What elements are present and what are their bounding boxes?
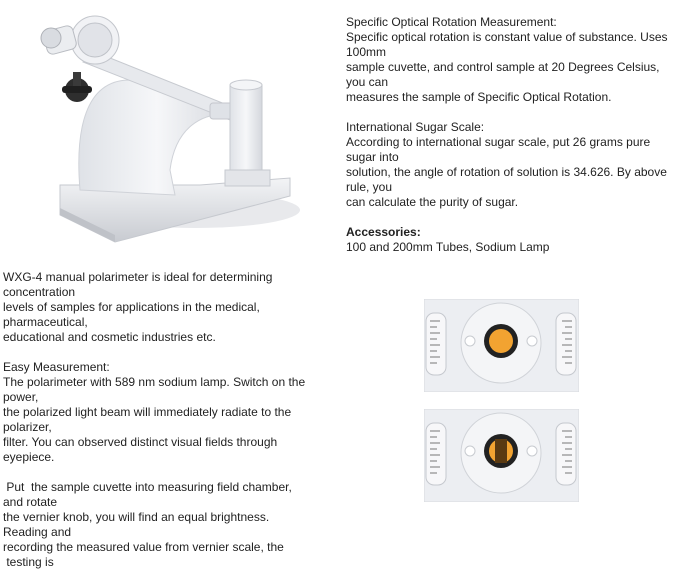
easy-measurement-line: eyepiece. <box>3 450 55 464</box>
procedure-line: recording the measured value from vernier scale, the <box>3 540 284 554</box>
easy-measurement-line: the polarized light beam will immediately radiate to the <box>3 405 292 419</box>
optical-rotation-line: 100mm <box>346 45 387 59</box>
easy-measurement-heading: Easy Measurement: <box>3 360 110 374</box>
vernier-scale-left <box>426 313 446 375</box>
visual-field-image-uniform <box>424 299 579 392</box>
sugar-scale-line: According to international sugar scale, put 26 grams pure <box>346 135 651 149</box>
optical-rotation-section <box>346 15 686 105</box>
polarimeter-image <box>35 10 305 245</box>
vernier-scale-right <box>556 313 576 375</box>
procedure-line: Reading and <box>3 525 72 539</box>
easy-measurement-line: power, <box>3 390 39 404</box>
sugar-scale-line: can calculate the purity of sugar. <box>346 195 519 209</box>
intro-line: pharmaceutical, <box>3 315 88 329</box>
lamp-field-uniform <box>489 329 513 353</box>
sugar-scale-section <box>346 120 686 210</box>
procedure-paragraph <box>3 480 323 570</box>
accessories-section <box>346 225 686 255</box>
sugar-scale-heading: International Sugar Scale: <box>346 120 485 134</box>
optical-rotation-line: Specific optical rotation is constant value of substance. Uses <box>346 30 668 44</box>
split-field-band <box>495 439 507 463</box>
vernier-scale-right <box>556 423 576 485</box>
accessories-line: 100 and 200mm Tubes, Sodium Lamp <box>346 240 550 254</box>
left-text-block <box>3 270 323 570</box>
vernier-scale-left <box>426 423 446 485</box>
visual-field-image-split <box>424 409 579 502</box>
intro-line: concentration <box>3 285 76 299</box>
intro-line: levels of samples for applications in the medical, <box>3 300 260 314</box>
sugar-scale-line: solution, the angle of rotation of solution is 34.626. By above <box>346 165 667 179</box>
sugar-scale-line: rule, you <box>346 180 393 194</box>
procedure-line: Put the sample cuvette into measuring field chamber, <box>3 480 292 494</box>
easy-measurement-section <box>3 360 323 465</box>
optical-rotation-line: measures the sample of Specific Optical Rotation. <box>346 90 612 104</box>
sugar-scale-line: sugar into <box>346 150 399 164</box>
procedure-line: the vernier knob, you will find an equal brightness. <box>3 510 270 524</box>
easy-measurement-line: The polarimeter with 589 nm sodium lamp. Switch on the <box>3 375 306 389</box>
intro-paragraph <box>3 270 323 345</box>
intro-line: educational and cosmetic industries etc. <box>3 330 216 344</box>
intro-line: WXG-4 manual polarimeter is ideal for determining <box>3 270 273 284</box>
accessories-heading: Accessories: <box>346 225 421 239</box>
optical-rotation-line: sample cuvette, and control sample at 20 Degrees Celsius, <box>346 60 660 74</box>
right-text-block <box>346 15 686 255</box>
easy-measurement-line: filter. You can observed distinct visual fields through <box>3 435 278 449</box>
easy-measurement-line: polarizer, <box>3 420 52 434</box>
optical-rotation-line: you can <box>346 75 389 89</box>
procedure-line: and rotate <box>3 495 58 509</box>
optical-rotation-heading: Specific Optical Rotation Measurement: <box>346 15 557 29</box>
procedure-line: testing is <box>3 555 54 569</box>
